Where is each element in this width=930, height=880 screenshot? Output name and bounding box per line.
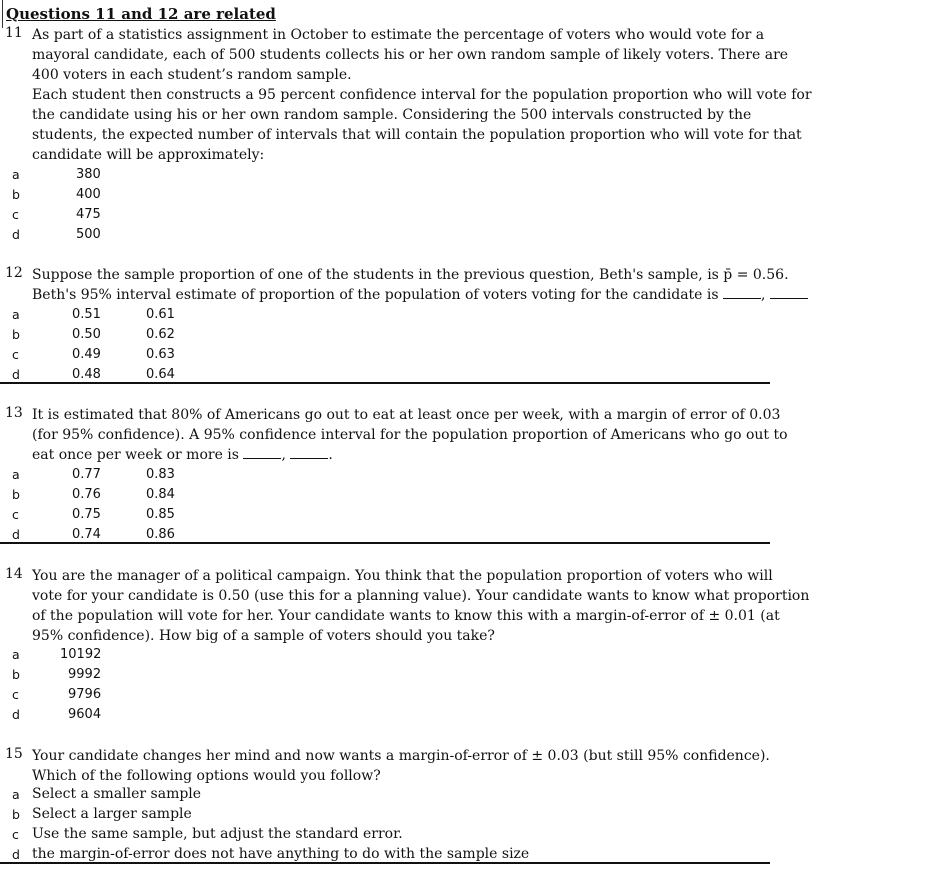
answer-blank <box>770 287 808 299</box>
option-letter: b <box>12 487 20 502</box>
option-high: 0.85 <box>146 507 175 522</box>
question-line: Which of the following options would you follow? <box>32 768 381 784</box>
question-line <box>32 285 808 305</box>
option-text: Select a larger sample <box>32 806 192 822</box>
option-high: 0.63 <box>146 347 175 362</box>
question-text <box>32 25 812 165</box>
option-letter: a <box>12 307 20 322</box>
option-high: 0.61 <box>146 307 175 322</box>
question-line <box>32 445 788 465</box>
question-line: Each student then constructs a 95 percent confidence interval for the population proportion who will vote for <box>32 87 812 103</box>
option-high: 0.83 <box>146 467 175 482</box>
blank-separator: , <box>281 447 286 463</box>
question-line: vote for your candidate is 0.50 (use this for a planning value). Your candidate wants to know what proportion <box>32 588 810 604</box>
option-letter: c <box>12 207 19 222</box>
option-low: 0.48 <box>72 367 101 382</box>
option-value: 9992 <box>68 667 102 682</box>
option-letter: a <box>12 167 20 182</box>
option-letter: d <box>12 707 20 722</box>
question-number: 11 <box>5 25 23 41</box>
option-letter: d <box>12 527 20 542</box>
option-value: 500 <box>76 227 101 242</box>
option-letter: c <box>12 827 19 842</box>
question-line: the candidate using his or her own random sample. Considering the 500 intervals constructed by the <box>32 107 752 123</box>
question-text <box>32 746 770 786</box>
option-letter: a <box>12 647 20 662</box>
question-line-text: Beth's 95% interval estimate of proportion of the population of voters voting for the candidate is <box>32 287 719 303</box>
question-text <box>32 265 808 305</box>
option-letter: c <box>12 687 19 702</box>
option-low: 0.49 <box>72 347 101 362</box>
option-letter: d <box>12 227 20 242</box>
option-letter: a <box>12 467 20 482</box>
option-value: 9604 <box>68 707 102 722</box>
question-number: 13 <box>5 405 23 421</box>
question-number: 15 <box>5 746 23 762</box>
section-divider <box>0 382 770 384</box>
section-heading: Questions 11 and 12 are related <box>6 5 276 23</box>
question-text <box>32 566 809 646</box>
section-divider <box>0 862 770 864</box>
option-letter: c <box>12 347 19 362</box>
option-low: 0.76 <box>72 487 101 502</box>
answer-blank <box>723 287 761 299</box>
question-text <box>32 405 788 465</box>
blank-end: . <box>328 447 333 463</box>
question-line: of the population will vote for her. Your candidate wants to know this with a margin-of-error of ± 0.01 (at <box>32 608 780 624</box>
option-low: 0.77 <box>72 467 101 482</box>
answer-blank <box>243 447 281 459</box>
option-letter: d <box>12 847 20 862</box>
option-letter: d <box>12 367 20 382</box>
option-low: 0.74 <box>72 527 101 542</box>
answer-blank <box>290 447 328 459</box>
question-line: Suppose the sample proportion of one of the students in the previous question, Beth's sample, is p̄ = 0.56. <box>32 267 789 283</box>
option-high: 0.84 <box>146 487 175 502</box>
question-line: Your candidate changes her mind and now wants a margin-of-error of ± 0.03 (but still 95% confidence). <box>32 748 770 764</box>
option-low: 0.75 <box>72 507 101 522</box>
question-line: students, the expected number of intervals that will contain the population proportion who will vote for that <box>32 127 802 143</box>
option-low: 0.51 <box>72 307 101 322</box>
question-number: 14 <box>5 566 23 582</box>
option-text: the margin-of-error does not have anything to do with the sample size <box>32 846 530 862</box>
question-line: It is estimated that 80% of Americans go out to eat at least once per week, with a margin of error of 0.03 <box>32 407 781 423</box>
option-letter: b <box>12 807 20 822</box>
option-letter: b <box>12 187 20 202</box>
option-letter: a <box>12 787 20 802</box>
option-letter: b <box>12 327 20 342</box>
option-high: 0.62 <box>146 327 175 342</box>
option-letter: c <box>12 507 19 522</box>
question-line: (for 95% confidence). A 95% confidence interval for the population proportion of Americans who go out to <box>32 427 788 443</box>
option-high: 0.64 <box>146 367 175 382</box>
option-value: 380 <box>76 167 101 182</box>
question-line: candidate will be approximately: <box>32 147 265 163</box>
question-line: 95% confidence). How big of a sample of voters should you take? <box>32 628 495 644</box>
question-line: mayoral candidate, each of 500 students collects his or her own random sample of likely voters. There are <box>32 47 789 63</box>
question-line: As part of a statistics assignment in October to estimate the percentage of voters who would vote for a <box>32 27 765 43</box>
question-number: 12 <box>5 265 23 281</box>
option-text: Use the same sample, but adjust the standard error. <box>32 826 403 842</box>
option-text: Select a smaller sample <box>32 786 202 802</box>
question-line-text: eat once per week or more is <box>32 447 239 463</box>
option-value: 400 <box>76 187 101 202</box>
left-border-line <box>2 0 3 28</box>
section-divider <box>0 542 770 544</box>
question-line: 400 voters in each student’s random sample. <box>32 67 352 83</box>
option-low: 0.50 <box>72 327 101 342</box>
question-line: You are the manager of a political campaign. You think that the population proportion of voters who will <box>32 568 773 584</box>
option-letter: b <box>12 667 20 682</box>
option-high: 0.86 <box>146 527 175 542</box>
blank-separator: , <box>761 287 766 303</box>
option-value: 9796 <box>68 687 102 702</box>
option-value: 10192 <box>60 647 102 662</box>
option-value: 475 <box>76 207 101 222</box>
